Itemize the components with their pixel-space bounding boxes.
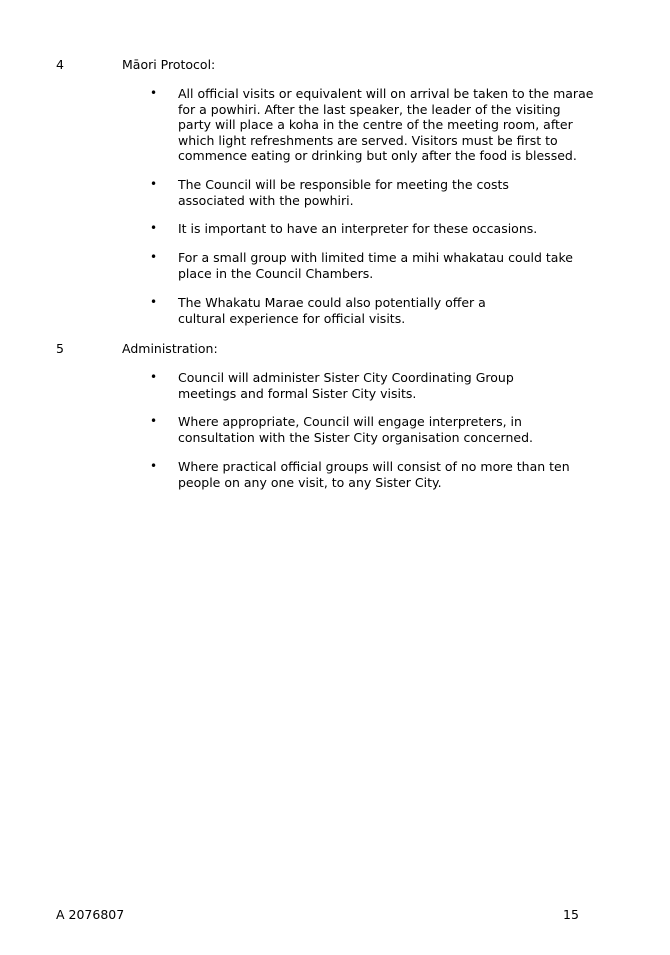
section-number: 4 — [56, 57, 64, 72]
page-number: 15 — [563, 907, 579, 922]
bullet-icon: • — [150, 459, 158, 473]
bullet-icon: • — [150, 370, 158, 384]
document-reference: A 2076807 — [56, 907, 125, 922]
list-item-text: It is important to have an interpreter for these occasions. — [178, 221, 538, 236]
list-item-text: Council will administer Sister City Coordinating Group meetings and formal Sister City visits. — [178, 370, 514, 401]
section-title: Māori Protocol: — [122, 57, 216, 72]
section-title: Administration: — [122, 341, 218, 356]
bullet-icon: • — [150, 177, 158, 191]
list-item-text: All official visits or equivalent will on arrival be taken to the marae for a powhiri. After the last speaker, the leader of the visiting party will place a koha in the centre of the meeting room, after which light refreshments are served. Visitors must be first to commence eating or drinking but only after the food is blessed. — [178, 86, 594, 163]
list-item-text: Where practical official groups will consist of no more than ten people on any one visit, to any Sister City. — [178, 459, 570, 490]
bullet-icon: • — [150, 250, 158, 264]
bullet-icon: • — [150, 414, 158, 428]
list-item-text: The Council will be responsible for meeting the costs associated with the powhiri. — [178, 177, 509, 208]
bullet-icon: • — [150, 86, 158, 100]
bullet-icon: • — [150, 295, 158, 309]
bullet-icon: • — [150, 221, 158, 235]
list-item-text: The Whakatu Marae could also potentially offer a cultural experience for official visits. — [178, 295, 486, 326]
section-number: 5 — [56, 341, 64, 356]
list-item-text: Where appropriate, Council will engage interpreters, in consultation with the Sister City organisation concerned. — [178, 414, 533, 445]
list-item-text: For a small group with limited time a mihi whakatau could take place in the Council Chambers. — [178, 250, 573, 281]
